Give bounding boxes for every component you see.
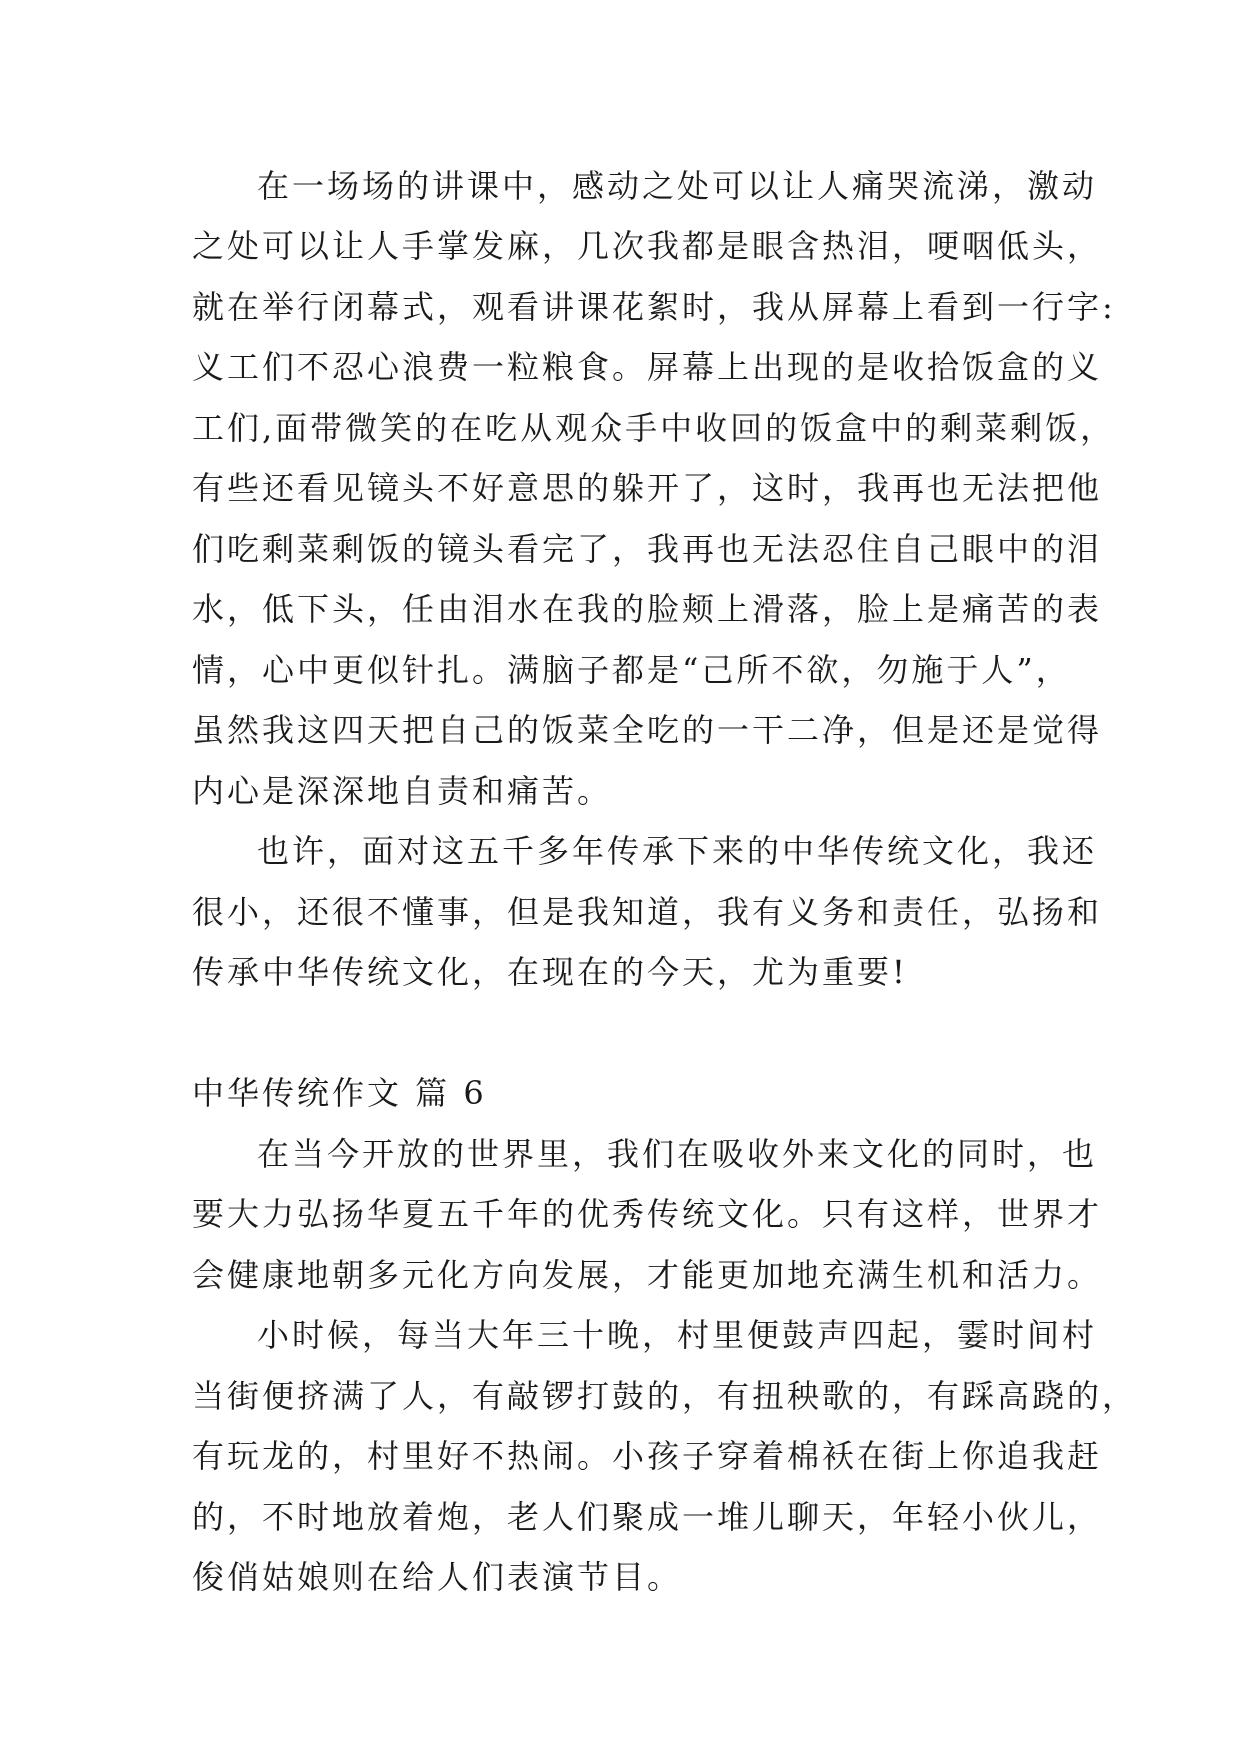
paragraph-line: 在当今开放的世界里，我们在吸收外来文化的同时，也: [257, 1135, 1098, 1173]
paragraph-line: 有玩龙的，村里好不热闹。小孩子穿着棉袄在街上你追我赶: [192, 1437, 1103, 1475]
paragraph-line: 水，低下头，任由泪水在我的脸颊上滑落，脸上是痛苦的表: [192, 590, 1103, 628]
paragraph-line: 很小，还很不懂事，但是我知道，我有义务和责任，弘扬和: [192, 893, 1103, 931]
paragraph-line: 当街便挤满了人，有敲锣打鼓的，有扭秧歌的，有踩高跷的，: [192, 1377, 1138, 1415]
paragraph-line: 的，不时地放着炮，老人们聚成一堆儿聊天，年轻小伙儿，: [192, 1498, 1103, 1536]
section-heading: 中华传统作文 篇 6: [192, 1074, 487, 1112]
paragraph-line: 义工们不忍心浪费一粒粮食。屏幕上出现的是收拾饭盒的义: [192, 348, 1103, 386]
paragraph-line: 小时候，每当大年三十晚，村里便鼓声四起，霎时间村: [257, 1316, 1098, 1354]
paragraph-line: 在一场场的讲课中，感动之处可以让人痛哭流涕，激动: [257, 167, 1098, 205]
paragraph-line: 要大力弘扬华夏五千年的优秀传统文化。只有这样，世界才: [192, 1195, 1103, 1233]
paragraph-line: 有些还看见镜头不好意思的躲开了，这时，我再也无法把他: [192, 469, 1103, 507]
paragraph-line: 就在举行闭幕式，观看讲课花絮时，我从屏幕上看到一行字:: [192, 288, 1116, 326]
paragraph-line: 会健康地朝多元化方向发展，才能更加地充满生机和活力。: [192, 1256, 1103, 1294]
paragraph-line: 也许，面对这五千多年传承下来的中华传统文化，我还: [257, 832, 1098, 870]
paragraph-line: 之处可以让人手掌发麻，几次我都是眼含热泪，哽咽低头，: [192, 227, 1103, 265]
paragraph-line: 情，心中更似针扎。满脑子都是“己所不欲，勿施于人”，: [192, 651, 1071, 689]
paragraph-line: 俊俏姑娘则在给人们表演节目。: [192, 1558, 683, 1596]
paragraph-line: 虽然我这四天把自己的饭菜全吃的一干二净，但是还是觉得: [192, 711, 1103, 749]
paragraph-line: 传承中华传统文化，在现在的今天，尤为重要!: [192, 953, 908, 991]
paragraph-line: 们吃剩菜剩饭的镜头看完了，我再也无法忍住自己眼中的泪: [192, 530, 1103, 568]
paragraph-line: 内心是深深地自责和痛苦。: [192, 772, 613, 810]
paragraph-line: 工们,面带微笑的在吃从观众手中收回的饭盒中的剩菜剩饭，: [192, 409, 1116, 447]
